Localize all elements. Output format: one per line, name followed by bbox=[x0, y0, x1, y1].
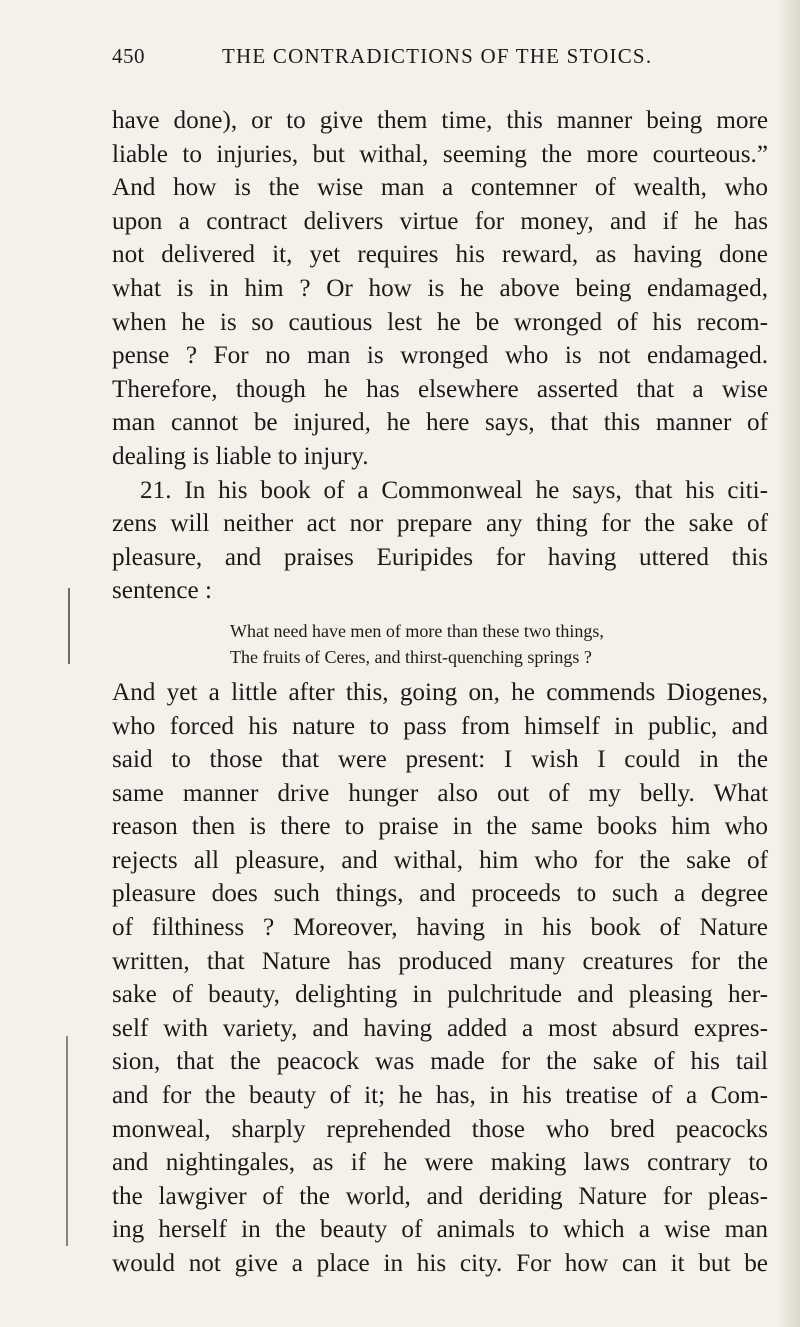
running-title: THE CONTRADICTIONS OF THE STOICS. bbox=[222, 44, 653, 68]
paragraph-2 bbox=[112, 474, 768, 608]
verse-quotation bbox=[112, 618, 768, 670]
page-number: 450 bbox=[112, 44, 145, 68]
text-line: rejects all pleasure, and withal, him who for the sake of bbox=[112, 846, 768, 874]
text-line: pleasure, and praises Euripides for having uttered this bbox=[112, 543, 768, 571]
text-line: reason then is there to praise in the same books him who bbox=[112, 813, 768, 841]
text-line: self with variety, and having added a most absurd expres- bbox=[112, 1014, 768, 1042]
running-head bbox=[112, 44, 714, 76]
text-line: 21. In his book of a Commonweal he says, that his citi- bbox=[140, 476, 768, 504]
margin-mark bbox=[66, 1036, 68, 1246]
text-line: and for the beauty of it; he has, in his treatise of a Com- bbox=[112, 1082, 768, 1110]
text-line: liable to injuries, but withal, seeming the more courteous.” bbox=[112, 140, 768, 168]
text-line: said to those that were present: I wish I could in the bbox=[112, 746, 768, 774]
text-line: written, that Nature has produced many creatures for the bbox=[112, 947, 768, 975]
text-line: pleasure does such things, and proceeds to such a degree bbox=[112, 880, 768, 908]
text-line: sion, that the peacock was made for the sake of his tail bbox=[112, 1048, 768, 1076]
text-line: And how is the wise man a contemner of wealth, who bbox=[112, 174, 768, 202]
text-line: when he is so cautious lest he be wronged of his recom- bbox=[112, 308, 768, 336]
text-line: man cannot be injured, he here says, that this manner of bbox=[112, 409, 768, 437]
text-line: would not give a place in his city. For how can it but be bbox=[112, 1250, 768, 1277]
text-line: dealing is liable to injury. bbox=[112, 442, 369, 470]
text-line: zens will neither act nor prepare any thing for the sake of bbox=[112, 510, 768, 538]
text-line: who forced his nature to pass from himself in public, and bbox=[112, 712, 768, 740]
body-text bbox=[112, 104, 768, 1281]
text-line: not delivered it, yet requires his reward, as having done bbox=[112, 241, 768, 269]
text-line: the lawgiver of the world, and deriding Nature for pleas- bbox=[112, 1182, 768, 1210]
verse-line: What need have men of more than these two things, bbox=[230, 620, 604, 641]
text-line: same manner drive hunger also out of my belly. What bbox=[112, 779, 768, 807]
paragraph-3 bbox=[112, 676, 768, 1281]
page-edge-shadow bbox=[778, 0, 800, 1327]
text-line: have done), or to give them time, this manner being more bbox=[112, 107, 768, 134]
text-line: sentence : bbox=[112, 577, 212, 605]
text-line: monweal, sharply reprehended those who bred peacocks bbox=[112, 1115, 768, 1143]
text-line: what is in him ? Or how is he above being endamaged, bbox=[112, 274, 768, 302]
text-line: sake of beauty, delighting in pulchritude and pleasing her- bbox=[112, 981, 768, 1009]
text-line: pense ? For no man is wronged who is not endamaged. bbox=[112, 342, 768, 370]
margin-mark bbox=[68, 588, 70, 664]
text-line: and nightingales, as if he were making laws contrary to bbox=[112, 1149, 768, 1177]
text-line: upon a contract delivers virtue for money, and if he has bbox=[112, 207, 768, 235]
text-line: And yet a little after this, going on, he commends Diogenes, bbox=[112, 678, 768, 706]
paragraph-1 bbox=[112, 104, 768, 474]
verse-line: The fruits of Ceres, and thirst-quenching springs ? bbox=[230, 646, 592, 667]
text-line: ing herself in the beauty of animals to which a wise man bbox=[112, 1216, 768, 1244]
text-line: Therefore, though he has elsewhere asserted that a wise bbox=[112, 375, 768, 403]
text-line: of filthiness ? Moreover, having in his book of Nature bbox=[112, 914, 768, 942]
